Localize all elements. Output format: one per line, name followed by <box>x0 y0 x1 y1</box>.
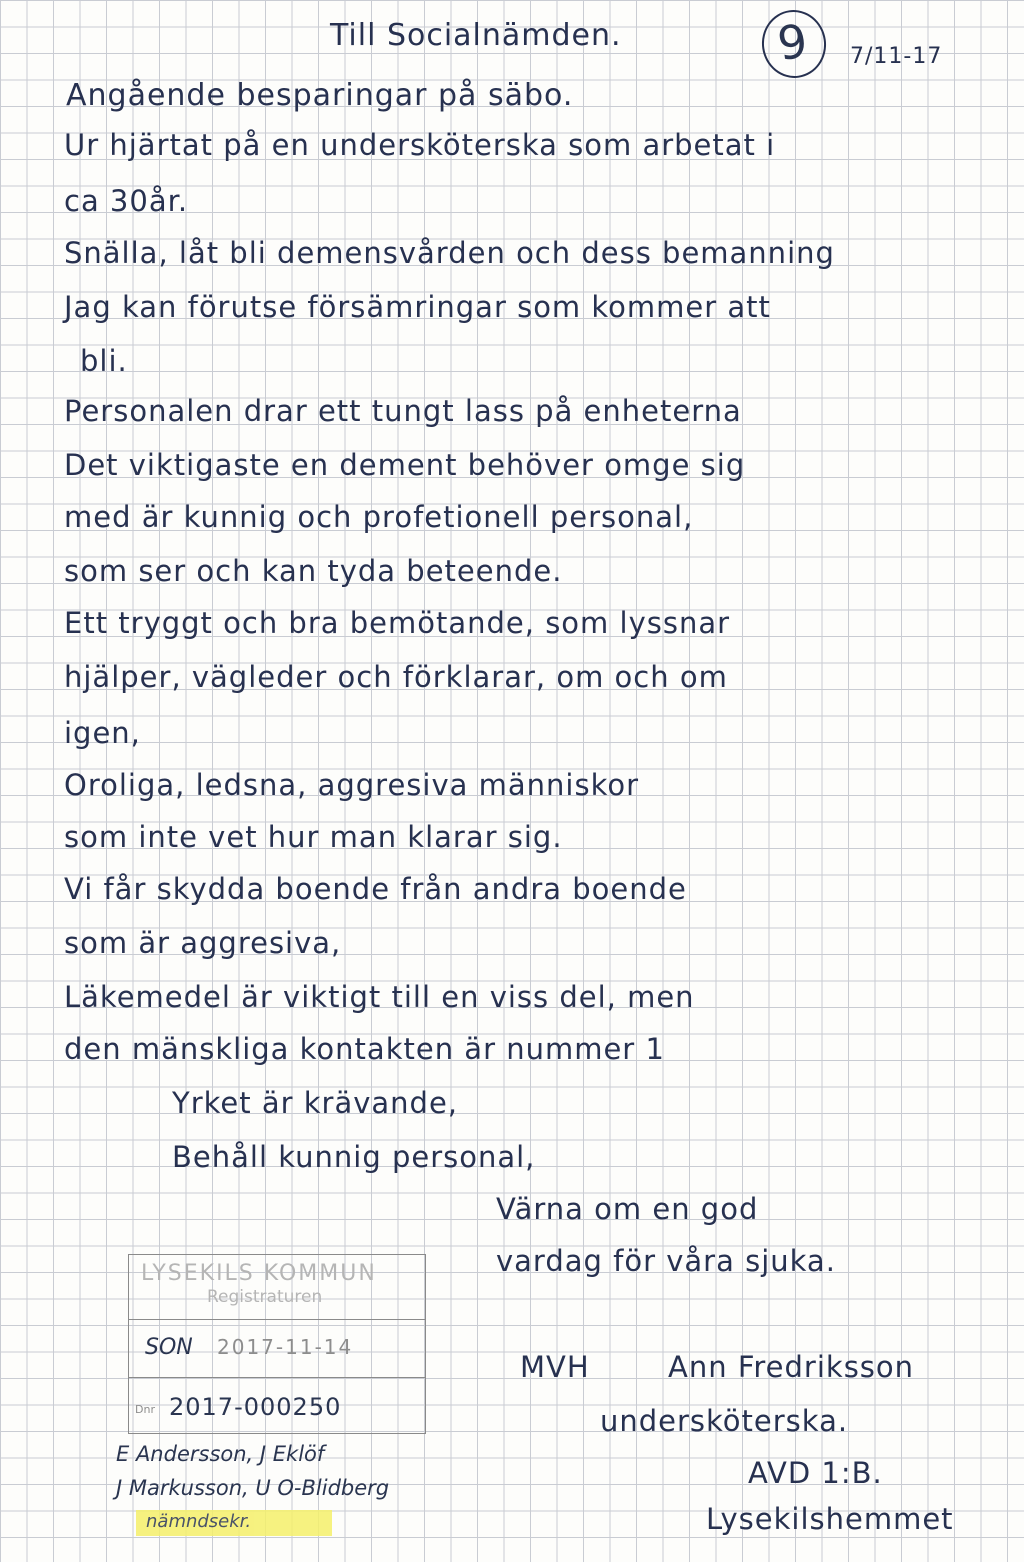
letter-line: med är kunnig och profetionell personal, <box>64 500 694 534</box>
stamp-dnr-label: Dnr <box>135 1403 155 1416</box>
letter-line: Oroliga, ledsna, aggresiva människor <box>64 768 639 802</box>
letter-line: som inte vet hur man klarar sig. <box>64 820 563 854</box>
letter-line: Värna om en god <box>496 1192 759 1226</box>
letter-heading: Till Socialnämden. <box>330 18 622 53</box>
stamp-received-date: 2017-11-14 <box>217 1335 354 1359</box>
stamp-organization: LYSEKILS KOMMUN <box>141 1261 377 1286</box>
stamp-divider <box>129 1377 425 1378</box>
stamp-subtitle: Registraturen <box>207 1287 323 1307</box>
letter-line: Angående besparingar på säbo. <box>66 78 574 113</box>
letter-line: Ur hjärtat på en undersköterska som arbetat i <box>64 128 776 162</box>
stamp-unit: SON <box>145 1335 193 1360</box>
letter-line: Yrket är krävande, <box>172 1086 459 1120</box>
distribution-line: J Markusson, U O-Blidberg <box>116 1476 390 1500</box>
signature-unit: AVD 1:B. <box>748 1456 883 1490</box>
letter-line: den mänskliga kontakten är nummer 1 <box>64 1032 665 1066</box>
note-number: 9 <box>774 13 811 71</box>
letter-line: Vi får skydda boende från andra boende <box>64 872 687 906</box>
letter-line: Snälla, låt bli demensvården och dess bemanning <box>64 236 835 270</box>
letter-line: Behåll kunnig personal, <box>172 1140 536 1174</box>
stamp-divider <box>129 1319 425 1320</box>
letter-line: som är aggresiva, <box>64 926 342 960</box>
note-number-circle <box>758 6 831 82</box>
signature-greeting: MVH <box>520 1350 590 1384</box>
letter-line: vardag för våra sjuka. <box>496 1244 836 1278</box>
letter-line: Jag kan förutse försämringar som kommer att <box>64 290 771 324</box>
letter-line: ca 30år. <box>64 184 189 218</box>
letter-line: som ser och kan tyda beteende. <box>64 554 563 588</box>
distribution-line: E Andersson, J Eklöf <box>116 1442 325 1466</box>
registry-stamp <box>128 1254 426 1434</box>
letter-date: 7/11-17 <box>850 44 943 69</box>
letter-line: bli. <box>80 344 128 378</box>
letter-line: igen, <box>64 716 141 750</box>
signature-name: Ann Fredriksson <box>668 1350 915 1384</box>
stamp-dnr: 2017-000250 <box>169 1393 342 1421</box>
signature-place: Lysekilshemmet <box>706 1502 954 1536</box>
letter-line: Det viktigaste en dement behöver omge sig <box>64 448 746 482</box>
letter-line: Personalen drar ett tungt lass på enheterna <box>64 394 742 428</box>
letter-line: Ett tryggt och bra bemötande, som lyssnar <box>64 606 731 640</box>
highlighted-note <box>136 1510 332 1536</box>
letter-line: Läkemedel är viktigt till en viss del, men <box>64 980 695 1014</box>
highlighted-note-text: nämndsekr. <box>146 1511 252 1532</box>
signature-title: undersköterska. <box>600 1404 849 1438</box>
letter-line: hjälper, vägleder och förklarar, om och om <box>64 660 728 694</box>
